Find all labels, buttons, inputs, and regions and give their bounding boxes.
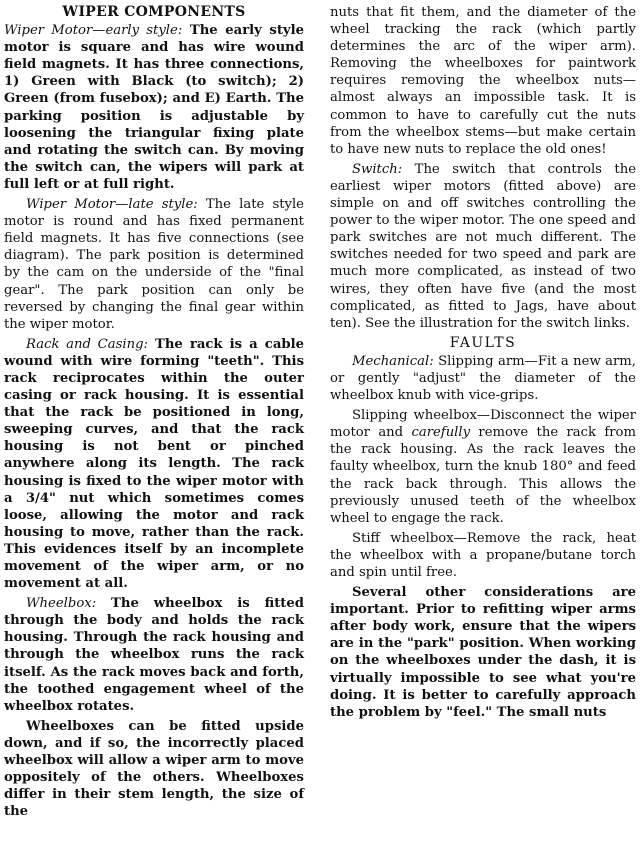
paragraph-wheelboxes-fitting: Wheelboxes can be fitted upside down, and if so, the incorrectly placed wheelbox will allow a wiper arm to move oppositely of the others. Wheelboxes differ in their stem length, the size of the: [4, 718, 304, 820]
faults-heading: FAULTS: [449, 334, 517, 351]
text-slipping-wheelbox-after: remove the rack from the rack housing. As the rack leaves the faulty wheelbox, turn the knub 180° and feed the rack back through. This allows the previously unused teeth of the wheelbox wheel to engage the rack.: [330, 425, 636, 526]
lead-rack-and-casing: Rack and Casing:: [26, 336, 148, 352]
paragraph-continuation: nuts that fit them, and the diameter of the wheel tracking the rack (which partly determines the arc of the wiper arm). Removing the wheelboxes for paintwork requires removing the wheelbox nuts—almost always an impossible task. It is common to have to carefully cut the nuts from the wheelbox stems—but make certain to have new nuts to replace the old ones!: [330, 5, 636, 157]
left-column: [4, 4, 304, 823]
lead-wiper-motor-early: Wiper Motor—early style:: [4, 23, 183, 39]
paragraph-wiper-motor-early: [4, 22, 304, 193]
paragraph-rack-and-casing: [4, 336, 304, 592]
lead-mechanical: Mechanical:: [352, 353, 434, 369]
article-title: WIPER COMPONENTS: [62, 4, 246, 20]
lead-wiper-motor-late: Wiper Motor—late style:: [26, 197, 198, 213]
paragraph-wiper-motor-late: [4, 196, 304, 333]
paragraph-switch: [330, 161, 636, 332]
lead-wheelbox: Wheelbox:: [26, 596, 97, 612]
text-mechanical: Slipping arm—Fit a new arm, or gently "adjust" the diameter of the wheelbox knub with vice-grips.: [330, 353, 636, 404]
text-switch: The switch that controls the earliest wiper motors (fitted above) are simple on and off switches controlling the power to the wiper motor. The one speed and park switches are not much different. The switches needed for two speed and park are much more complicated, as instead of two wires, they often have five (and the most complicated, as fitted to Jags, have about ten). See the illustration for the switch links.: [330, 161, 636, 331]
paragraph-wheelbox: [4, 595, 304, 715]
emphasis-carefully: carefully: [411, 425, 471, 441]
text-slipping-wheelbox-before: Slipping wheelbox—Disconnect the wiper motor and: [330, 408, 636, 441]
text-wheelbox: The wheelbox is fitted through the body and holds the rack housing. Through the rack housing and through the wheelbox runs the rack itself. As the rack moves back and forth, the toothed engagement wheel of the wheelbox rotates.: [4, 596, 304, 714]
text-wiper-motor-late: The late style motor is round and has fixed permanent field magnets. It has five connections (see diagram). The park position is determined by the cam on the underside of the "final gear". The park position can only be reversed by changing the final gear within the wiper motor.: [4, 197, 304, 332]
paragraph-mechanical: [330, 353, 636, 404]
text-wiper-motor-early: The early style motor is square and has wire wound field magnets. It has three connections, 1) Green with Black (to switch); 2) Green (from fusebox); and E) Earth. The parking position is adjustable by loosening the triangular fixing plate and rotating the switch can. By moving the switch can, the wipers will park at full left or at full right.: [4, 23, 304, 192]
lead-switch: Switch:: [352, 161, 403, 177]
paragraph-stiff-wheelbox: Stiff wheelbox—Remove the rack, heat the wheelbox with a propane/butane torch and spin until free.: [330, 530, 636, 580]
text-rack-and-casing: The rack is a cable wound with wire forming "teeth". This rack reciprocates within the outer casing or rack housing. It is essential that the rack be positioned in long, sweeping curves, and that the rack housing is not bent or pinched anywhere along its length. The rack housing is fixed to the wiper motor with a 3/4" nut which sometimes comes loose, allowing the motor and rack housing to move, rather than the rack. This evidences itself by an incomplete movement of the wiper arm, or no movement at all.: [4, 336, 304, 592]
paragraph-slipping-wheelbox: [330, 407, 636, 527]
paragraph-other-considerations: Several other considerations are important. Prior to refitting wiper arms after body work, ensure that the wipers are in the "park" position. When working on the wheelboxes under the dash, it is virtually impossible to see what you're doing. It is better to carefully approach the problem by "feel." The small nuts: [330, 585, 636, 720]
right-column: [330, 4, 636, 724]
